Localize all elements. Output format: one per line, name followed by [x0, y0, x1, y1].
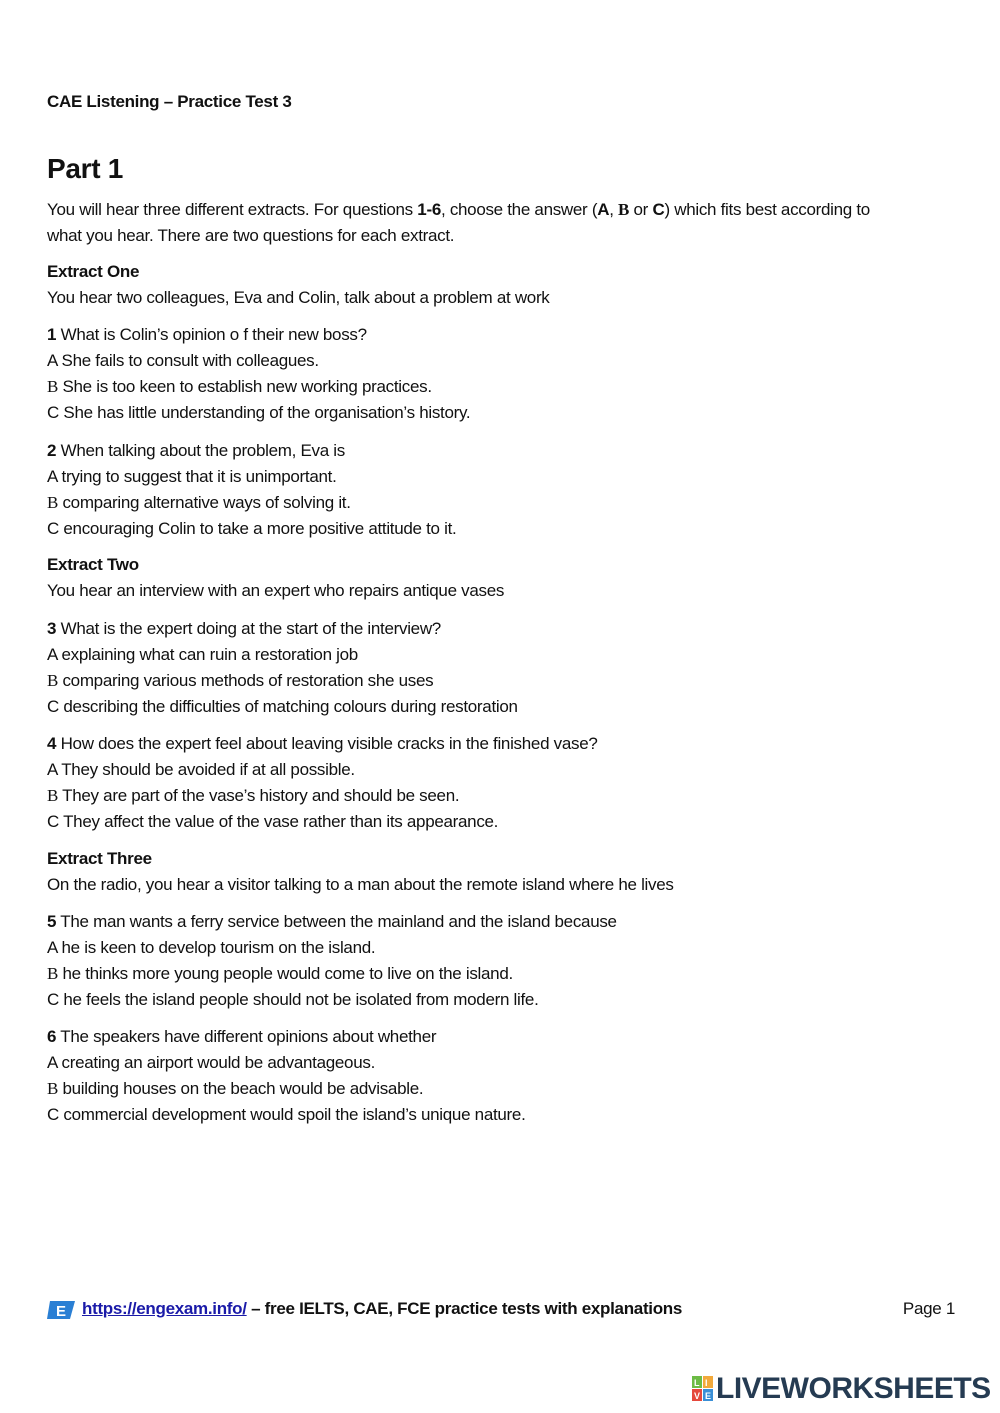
instructions-mid: , choose the answer ( [440, 200, 598, 219]
question-text: The man wants a ferry service between the mainland and the island because [56, 912, 617, 931]
instructions-sep: , [609, 200, 619, 219]
option-a[interactable] [47, 935, 962, 961]
option-text: trying to suggest that it is unimportant. [57, 467, 337, 486]
question-text: When talking about the problem, Eva is [56, 441, 345, 460]
svg-text:E: E [56, 1303, 66, 1319]
option-text: She is too keen to establish new working practices. [58, 377, 432, 396]
instructions-range: 1-6 [417, 200, 441, 219]
option-letter: B [47, 377, 59, 396]
question-text: What is the expert doing at the start of the interview? [56, 619, 441, 638]
option-b[interactable] [47, 1076, 962, 1102]
question-number: 1 [47, 325, 57, 344]
option-letter: A [47, 760, 58, 779]
footer-text [82, 1299, 682, 1319]
question-stem [47, 616, 962, 642]
option-letter: A [47, 1053, 58, 1072]
footer-tagline: – free IELTS, CAE, FCE practice tests with explanations [246, 1299, 683, 1318]
option-b[interactable] [47, 783, 962, 809]
option-c[interactable] [47, 809, 962, 835]
question-text: How does the expert feel about leaving visible cracks in the finished vase? [56, 734, 598, 753]
question-number: 2 [47, 441, 57, 460]
option-letter: A [47, 351, 58, 370]
option-c[interactable] [47, 516, 962, 542]
question-4 [47, 731, 962, 835]
instructions-line2: what you hear. There are two questions for each extract. [47, 226, 455, 245]
option-b[interactable] [47, 490, 962, 516]
option-text: They should be avoided if at all possible. [57, 760, 355, 779]
option-b[interactable] [47, 961, 962, 987]
instructions-option-a: A [597, 200, 610, 219]
option-letter: C [47, 990, 59, 1009]
extract-three-heading [47, 846, 962, 898]
option-text: comparing alternative ways of solving it. [58, 493, 351, 512]
option-letter: C [47, 812, 59, 831]
extract-one-heading [47, 259, 962, 311]
part-title: Part 1 [47, 153, 124, 184]
engexam-e-icon [47, 1301, 75, 1319]
option-letter: A [47, 938, 58, 957]
option-a[interactable] [47, 348, 962, 374]
svg-text:I: I [705, 1378, 708, 1388]
option-a[interactable] [47, 1050, 962, 1076]
question-text: The speakers have different opinions about whether [56, 1027, 437, 1046]
option-a[interactable] [47, 757, 962, 783]
extract-title: Extract One [47, 262, 140, 281]
question-number: 4 [47, 734, 57, 753]
option-letter: A [47, 645, 58, 664]
question-2 [47, 438, 962, 542]
option-text: creating an airport would be advantageous. [57, 1053, 375, 1072]
option-letter: B [47, 964, 59, 983]
option-text: he thinks more young people would come to live on the island. [58, 964, 513, 983]
option-text: They affect the value of the vase rather than its appearance. [58, 812, 499, 831]
option-letter: B [47, 493, 59, 512]
option-text: building houses on the beach would be advisable. [58, 1079, 424, 1098]
question-stem [47, 322, 962, 348]
option-c[interactable] [47, 987, 962, 1013]
question-text: What is Colin’s opinion o f their new boss? [56, 325, 367, 344]
option-letter: B [47, 786, 59, 805]
option-letter: B [47, 671, 59, 690]
question-6 [47, 1024, 962, 1128]
option-a[interactable] [47, 464, 962, 490]
question-stem [47, 731, 962, 757]
question-5 [47, 909, 962, 1013]
instructions-option-b: B [618, 200, 630, 219]
option-letter: C [47, 1105, 59, 1124]
option-text: explaining what can ruin a restoration job [57, 645, 358, 664]
liveworksheets-brand[interactable] [692, 1372, 992, 1406]
option-text: commercial development would spoil the island’s unique nature. [58, 1105, 526, 1124]
extract-two-heading [47, 552, 962, 604]
option-text: encouraging Colin to take a more positive attitude to it. [58, 519, 457, 538]
instructions-prefix: You will hear three different extracts. For questions [47, 200, 418, 219]
instructions-sep: or [629, 200, 653, 219]
question-stem [47, 1024, 962, 1050]
option-letter: C [47, 697, 59, 716]
question-1 [47, 322, 962, 426]
option-b[interactable] [47, 374, 962, 400]
instructions [47, 197, 962, 249]
question-number: 5 [47, 912, 57, 931]
option-text: She has little understanding of the organisation’s history. [58, 403, 471, 422]
question-stem [47, 438, 962, 464]
option-text: he feels the island people should not be isolated from modern life. [58, 990, 539, 1009]
option-text: She fails to consult with colleagues. [57, 351, 319, 370]
instructions-option-c: C [652, 200, 665, 219]
extract-context: You hear an interview with an expert who repairs antique vases [47, 581, 505, 600]
liveworksheets-logo-icon [692, 1376, 714, 1402]
liveworksheets-wordmark: LIVEWORKSHEETS [716, 1372, 991, 1405]
option-text: comparing various methods of restoration she uses [58, 671, 434, 690]
option-a[interactable] [47, 642, 962, 668]
svg-text:L: L [694, 1378, 700, 1388]
svg-text:V: V [694, 1391, 701, 1401]
svg-text:E: E [705, 1391, 712, 1401]
option-b[interactable] [47, 668, 962, 694]
extract-title: Extract Three [47, 849, 152, 868]
extract-title: Extract Two [47, 555, 139, 574]
option-letter: C [47, 403, 59, 422]
option-letter: C [47, 519, 59, 538]
question-3 [47, 616, 962, 720]
question-number: 3 [47, 619, 57, 638]
question-number: 6 [47, 1027, 57, 1046]
option-c[interactable] [47, 694, 962, 720]
engexam-link[interactable]: https://engexam.info/ [82, 1299, 247, 1318]
option-text: They are part of the vase’s history and should be seen. [58, 786, 460, 805]
page-number: Page 1 [902, 1299, 955, 1318]
question-stem [47, 909, 962, 935]
page-footer [47, 1298, 955, 1322]
option-text: he is keen to develop tourism on the island. [57, 938, 376, 957]
option-letter: B [47, 1079, 59, 1098]
option-text: describing the difficulties of matching colours during restoration [58, 697, 518, 716]
option-c[interactable] [47, 1102, 962, 1128]
document-header: CAE Listening – Practice Test 3 [47, 92, 292, 111]
instructions-suffix: ) which fits best according to [664, 200, 870, 219]
option-letter: A [47, 467, 58, 486]
extract-context: On the radio, you hear a visitor talking to a man about the remote island where he lives [47, 875, 674, 894]
extract-context: You hear two colleagues, Eva and Colin, talk about a problem at work [47, 288, 550, 307]
option-c[interactable] [47, 400, 962, 426]
